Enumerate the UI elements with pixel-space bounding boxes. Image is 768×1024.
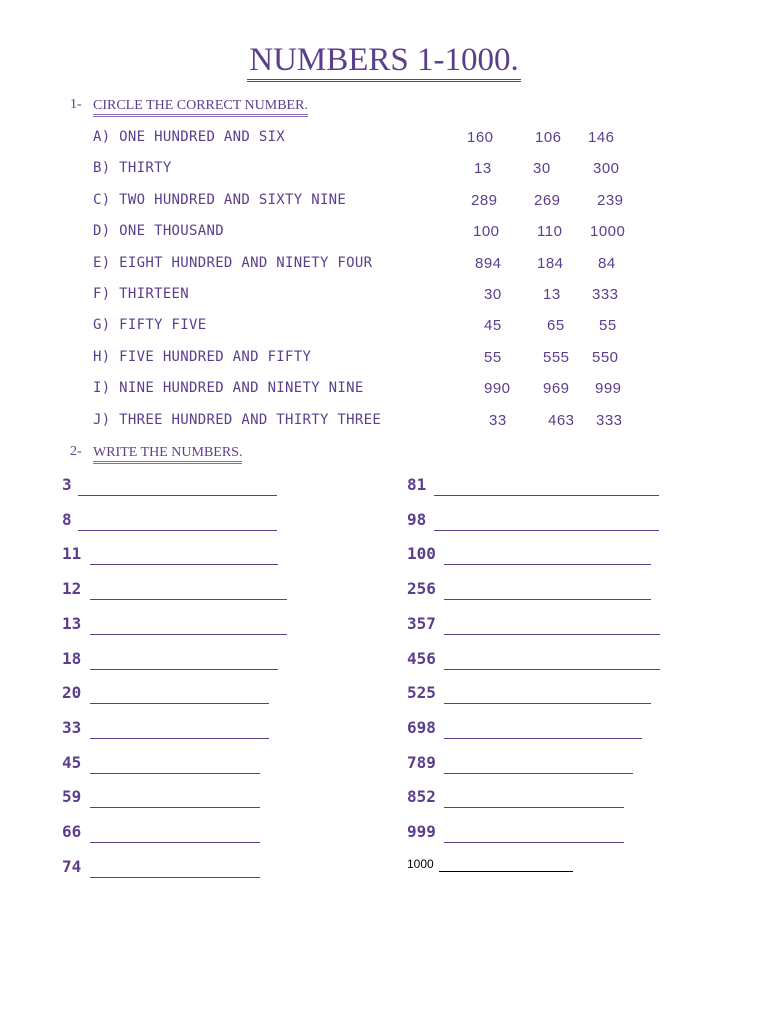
answer-line[interactable] xyxy=(439,871,573,872)
answer-option[interactable]: 969 xyxy=(543,380,570,398)
question-text: A) ONE HUNDRED AND SIX xyxy=(93,129,286,145)
write-number: 33 xyxy=(62,717,82,737)
answer-line[interactable] xyxy=(90,564,278,565)
write-item[interactable] xyxy=(62,857,262,883)
write-item[interactable] xyxy=(407,753,635,779)
write-number: 100 xyxy=(407,544,436,564)
write-item[interactable] xyxy=(407,544,653,570)
answer-line[interactable] xyxy=(78,530,277,531)
question-row xyxy=(0,412,768,434)
write-number: 8 xyxy=(62,509,72,529)
write-number: 66 xyxy=(62,822,82,841)
answer-option[interactable]: 30 xyxy=(533,160,551,178)
write-item[interactable] xyxy=(62,753,262,779)
question-text: J) THREE HUNDRED AND THIRTY THREE xyxy=(93,411,382,428)
answer-line[interactable] xyxy=(434,495,659,496)
write-number: 45 xyxy=(62,752,82,772)
question-row xyxy=(0,129,768,151)
answer-line[interactable] xyxy=(90,599,287,600)
write-number: 98 xyxy=(407,509,427,529)
question-row xyxy=(0,223,768,245)
question-text: B) THIRTY xyxy=(93,160,172,177)
answer-line[interactable] xyxy=(90,703,269,704)
answer-option[interactable]: 184 xyxy=(537,254,564,272)
answer-option[interactable]: 333 xyxy=(592,286,619,303)
write-number: 789 xyxy=(407,752,436,772)
write-number: 74 xyxy=(62,856,82,876)
answer-line[interactable] xyxy=(444,634,660,635)
answer-option[interactable]: 55 xyxy=(484,348,502,366)
write-item[interactable] xyxy=(407,579,653,605)
answer-option[interactable]: 894 xyxy=(475,254,502,272)
answer-line[interactable] xyxy=(444,669,660,670)
write-number: 256 xyxy=(407,579,436,599)
answer-option[interactable]: 110 xyxy=(537,223,563,241)
answer-line[interactable] xyxy=(444,842,624,843)
question-text: I) NINE HUNDRED AND NINETY NINE xyxy=(93,380,364,397)
answer-line[interactable] xyxy=(434,530,659,531)
section-2-number: 2- xyxy=(70,444,82,459)
answer-option[interactable]: 33 xyxy=(489,411,507,429)
answer-line[interactable] xyxy=(444,807,624,808)
answer-option[interactable]: 106 xyxy=(535,129,562,146)
question-text: G) FIFTY FIVE xyxy=(93,317,207,334)
answer-option[interactable]: 55 xyxy=(599,317,617,335)
write-item[interactable] xyxy=(62,683,271,709)
answer-line[interactable] xyxy=(444,738,642,739)
question-row xyxy=(0,255,768,277)
answer-line[interactable] xyxy=(90,773,260,774)
write-number: 357 xyxy=(407,613,436,633)
answer-option[interactable]: 13 xyxy=(474,160,492,178)
page-title: NUMBERS 1-1000. xyxy=(0,40,768,80)
question-row xyxy=(0,317,768,339)
answer-option[interactable]: 84 xyxy=(598,254,616,272)
write-item[interactable] xyxy=(62,475,279,501)
answer-line[interactable] xyxy=(90,842,260,843)
write-item[interactable] xyxy=(62,614,289,640)
answer-option[interactable]: 269 xyxy=(534,191,561,209)
answer-option[interactable]: 463 xyxy=(548,411,575,429)
answer-option[interactable]: 333 xyxy=(596,411,623,429)
question-text: F) THIRTEEN xyxy=(93,286,190,302)
answer-option[interactable]: 100 xyxy=(473,223,500,241)
answer-option[interactable]: 65 xyxy=(547,317,565,335)
question-text: H) FIVE HUNDRED AND FIFTY xyxy=(93,348,312,365)
write-number: 18 xyxy=(62,648,82,668)
write-item[interactable] xyxy=(407,683,653,709)
question-row xyxy=(0,380,768,402)
write-number: 81 xyxy=(407,475,427,494)
section-1-label: CIRCLE THE CORRECT NUMBER. xyxy=(93,97,308,117)
write-item[interactable] xyxy=(62,822,262,848)
write-number: 999 xyxy=(407,822,436,841)
question-text: E) EIGHT HUNDRED AND NINETY FOUR xyxy=(93,254,373,271)
answer-line[interactable] xyxy=(90,877,260,878)
write-item[interactable] xyxy=(407,614,662,640)
write-item[interactable] xyxy=(407,475,661,501)
answer-option[interactable]: 146 xyxy=(588,129,615,146)
write-number: 456 xyxy=(407,648,436,668)
answer-option[interactable]: 555 xyxy=(543,348,570,366)
answer-line[interactable] xyxy=(90,634,287,635)
answer-option[interactable]: 999 xyxy=(595,380,622,398)
answer-option[interactable]: 300 xyxy=(593,160,620,178)
write-item[interactable] xyxy=(62,649,280,675)
write-item[interactable] xyxy=(407,787,626,813)
write-item[interactable] xyxy=(407,857,577,875)
write-item[interactable] xyxy=(62,579,289,605)
question-text: D) ONE THOUSAND xyxy=(93,223,224,240)
write-number: 1000 xyxy=(407,857,434,871)
write-number: 12 xyxy=(62,579,82,599)
write-item[interactable] xyxy=(62,544,280,570)
section-1-number: 1- xyxy=(70,97,82,112)
write-number: 852 xyxy=(407,787,436,807)
question-row xyxy=(0,192,768,214)
question-text: C) TWO HUNDRED AND SIXTY NINE xyxy=(93,191,347,208)
answer-option[interactable]: 239 xyxy=(597,191,624,209)
write-item[interactable] xyxy=(407,822,626,848)
write-item[interactable] xyxy=(62,787,262,813)
answer-line[interactable] xyxy=(90,669,278,670)
answer-line[interactable] xyxy=(444,703,651,704)
answer-option[interactable]: 45 xyxy=(484,317,502,335)
write-number: 59 xyxy=(62,787,82,807)
answer-line[interactable] xyxy=(444,599,651,600)
write-number: 13 xyxy=(62,613,82,633)
write-item[interactable] xyxy=(407,649,662,675)
write-item[interactable] xyxy=(407,718,644,744)
answer-line[interactable] xyxy=(90,738,269,739)
answer-option[interactable]: 289 xyxy=(471,191,498,209)
answer-line[interactable] xyxy=(90,807,260,808)
question-row xyxy=(0,349,768,371)
write-item[interactable] xyxy=(407,510,661,536)
answer-option[interactable]: 990 xyxy=(484,380,511,398)
answer-option[interactable]: 30 xyxy=(484,286,502,303)
answer-line[interactable] xyxy=(444,564,651,565)
question-row xyxy=(0,286,768,308)
write-item[interactable] xyxy=(62,718,271,744)
question-row xyxy=(0,160,768,182)
write-number: 20 xyxy=(62,683,82,703)
answer-line[interactable] xyxy=(78,495,277,496)
section-2-label: WRITE THE NUMBERS. xyxy=(93,444,242,464)
write-number: 3 xyxy=(62,475,72,494)
write-number: 525 xyxy=(407,683,436,703)
answer-option[interactable]: 550 xyxy=(592,348,619,366)
write-item[interactable] xyxy=(62,510,279,536)
answer-option[interactable]: 1000 xyxy=(590,223,626,241)
write-number: 11 xyxy=(62,544,82,564)
answer-option[interactable]: 160 xyxy=(467,129,494,146)
write-number: 698 xyxy=(407,717,436,737)
answer-line[interactable] xyxy=(444,773,633,774)
answer-option[interactable]: 13 xyxy=(543,286,561,303)
